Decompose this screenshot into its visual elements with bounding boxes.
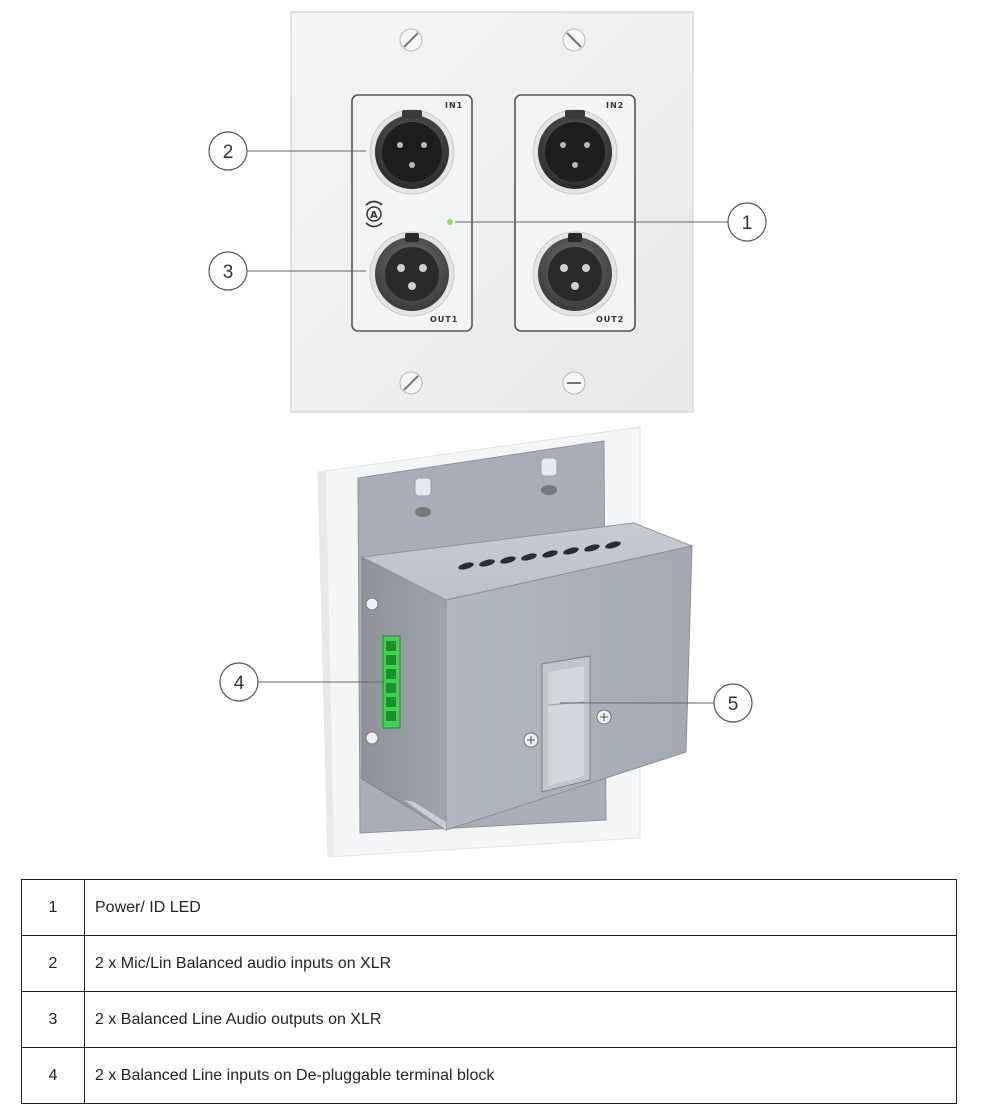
power-led [447, 219, 453, 225]
legend-table [21, 879, 957, 1104]
legend-num: 4 [22, 1048, 85, 1104]
legend-num: 2 [22, 936, 85, 992]
svg-text:1: 1 [741, 213, 753, 234]
front-wall-plate [291, 12, 693, 412]
plate-screw-icon [563, 372, 585, 394]
label-out2: OUT2 [596, 315, 625, 324]
box-screw-icon [597, 710, 611, 724]
plate-screw-icon [400, 29, 422, 51]
svg-text:2: 2 [222, 142, 234, 163]
table-row [22, 936, 957, 992]
svg-text:A: A [370, 210, 378, 221]
table-row [22, 1048, 957, 1104]
label-in2: IN2 [606, 101, 625, 110]
legend-num: 3 [22, 992, 85, 1048]
plate-screw-icon [563, 29, 585, 51]
legend-num: 1 [22, 880, 85, 936]
rear-view [318, 427, 692, 857]
svg-text:4: 4 [233, 673, 245, 694]
svg-text:3: 3 [222, 262, 234, 283]
table-row [22, 880, 957, 936]
plate-screw-icon [400, 372, 422, 394]
label-out1: OUT1 [430, 315, 459, 324]
xlr-female-in2 [533, 110, 617, 194]
label-in1: IN1 [445, 101, 464, 110]
xlr-male-out2 [533, 232, 617, 316]
xlr-male-out1 [370, 232, 454, 316]
table-row [22, 992, 957, 1048]
svg-text:5: 5 [727, 694, 739, 715]
legend-desc: Power/ ID LED [85, 880, 957, 936]
box-screw-icon [524, 733, 538, 747]
legend-desc: 2 x Balanced Line Audio outputs on XLR [85, 992, 957, 1048]
terminal-block [383, 636, 400, 728]
xlr-female-in1 [370, 110, 454, 194]
legend-desc: 2 x Mic/Lin Balanced audio inputs on XLR [85, 936, 957, 992]
legend-desc: 2 x Balanced Line inputs on De-pluggable terminal block [85, 1048, 957, 1104]
